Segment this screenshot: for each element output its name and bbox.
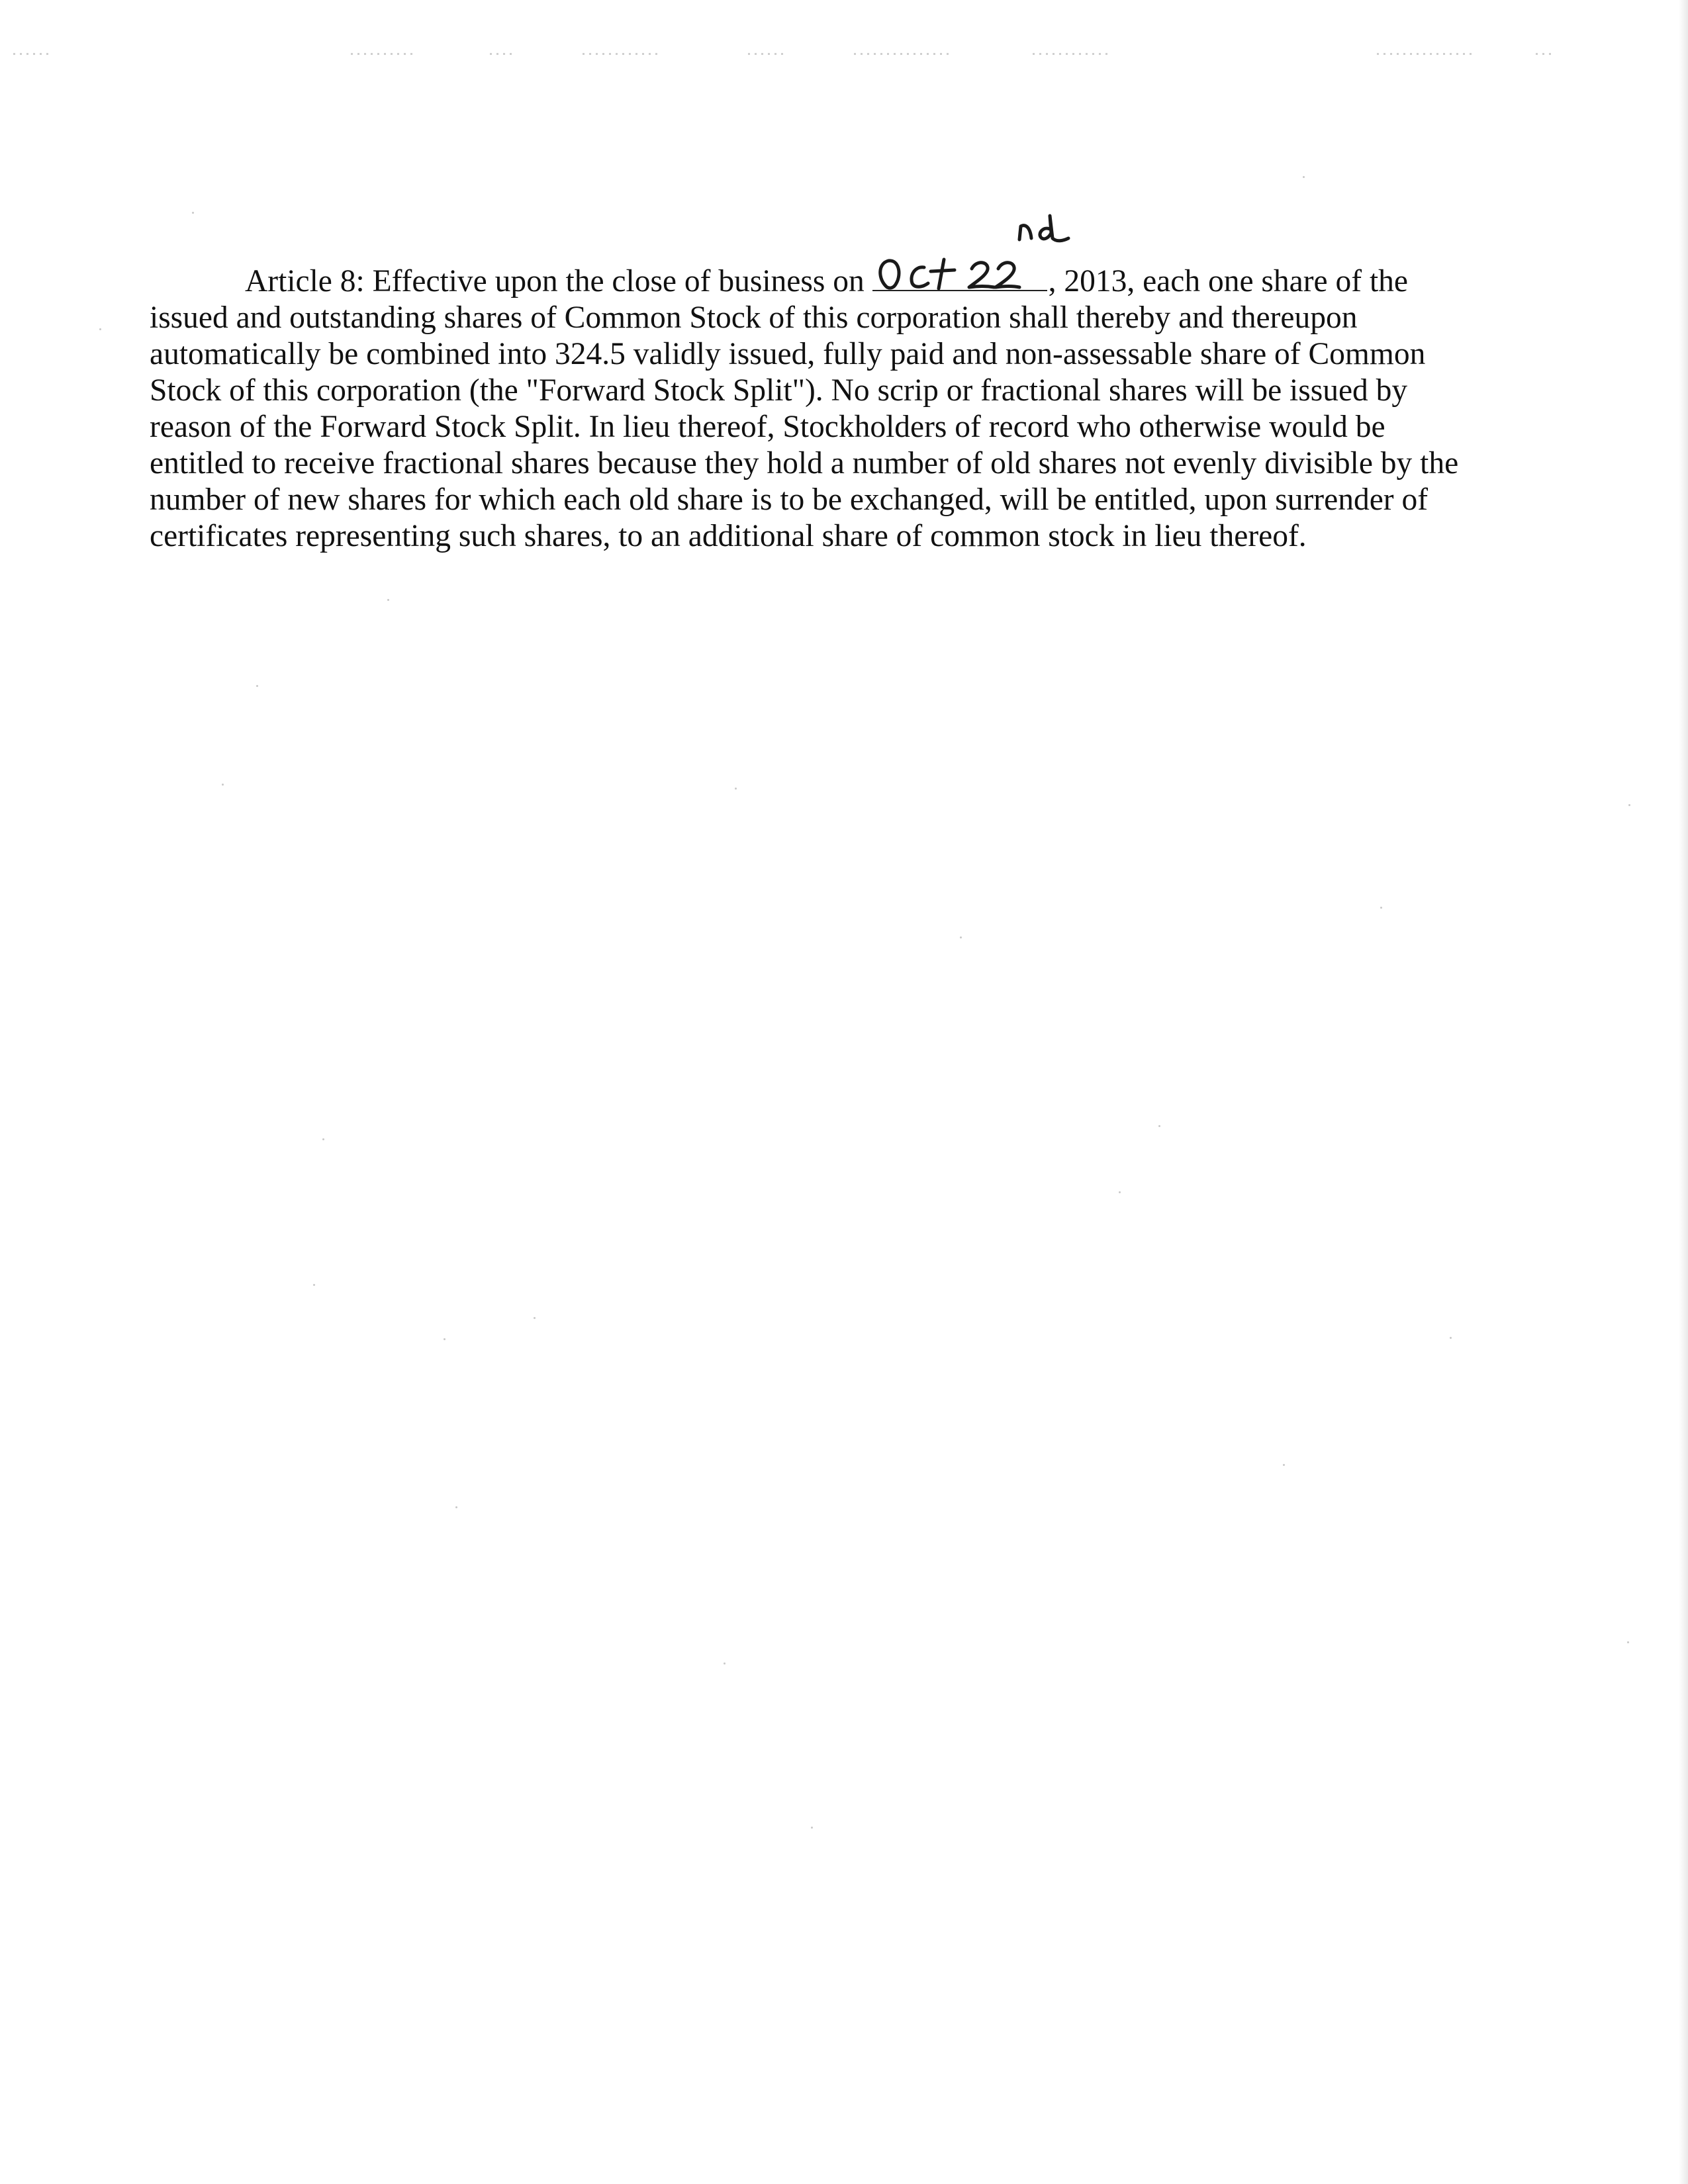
scan-speck <box>960 936 962 938</box>
scan-speck <box>256 685 258 687</box>
article-8-paragraph <box>150 263 1476 555</box>
scan-speck <box>1380 907 1382 909</box>
scan-speck <box>1450 1337 1452 1339</box>
article-label: Article 8: <box>245 264 365 298</box>
scan-speck <box>387 599 389 601</box>
scan-speck <box>534 1317 536 1319</box>
scan-speck <box>455 1506 457 1508</box>
scan-speck <box>735 788 737 790</box>
article-text-before-date: Effective upon the close of business on <box>372 264 865 298</box>
scan-speck <box>99 328 101 330</box>
scan-speck <box>444 1338 445 1340</box>
scan-speck <box>322 1138 324 1140</box>
scan-speck <box>811 1827 813 1829</box>
handwritten-date <box>872 213 1078 293</box>
scan-speck <box>1303 176 1305 178</box>
article-body <box>150 263 1476 555</box>
scan-speck <box>724 1662 726 1664</box>
scan-speck <box>1119 1191 1121 1193</box>
scan-speck <box>1627 1641 1629 1643</box>
article-text-after-date: , 2013, each one share of the issued and outstanding shares of Common Stock of this corporation shall thereby and thereupon automatically be combined into 324.5 validly issued, fully paid and non-assessable share of Common Stock of this corporation (the "Forward Stock Split"). No scrip or fractional shares will be issued by reason of the Forward Stock Split. In lieu thereof, Stockholders of record who otherwise would be entitled to receive fractional shares because they hold a number of old shares not evenly divisible by the number of new shares for which each old share is to be exchanged, will be entitled, upon surrender of certificates representing such shares, to an additional share of common stock in lieu thereof. <box>150 264 1459 553</box>
date-blank <box>872 263 1047 291</box>
scan-speck <box>222 784 224 786</box>
scan-speck <box>1158 1125 1160 1127</box>
scan-edge-shadow <box>1679 0 1688 2184</box>
scan-noise <box>0 46 1688 66</box>
scan-speck <box>1628 804 1630 806</box>
scan-speck <box>313 1284 315 1286</box>
scan-speck <box>192 212 194 214</box>
scan-speck <box>1283 1464 1285 1466</box>
